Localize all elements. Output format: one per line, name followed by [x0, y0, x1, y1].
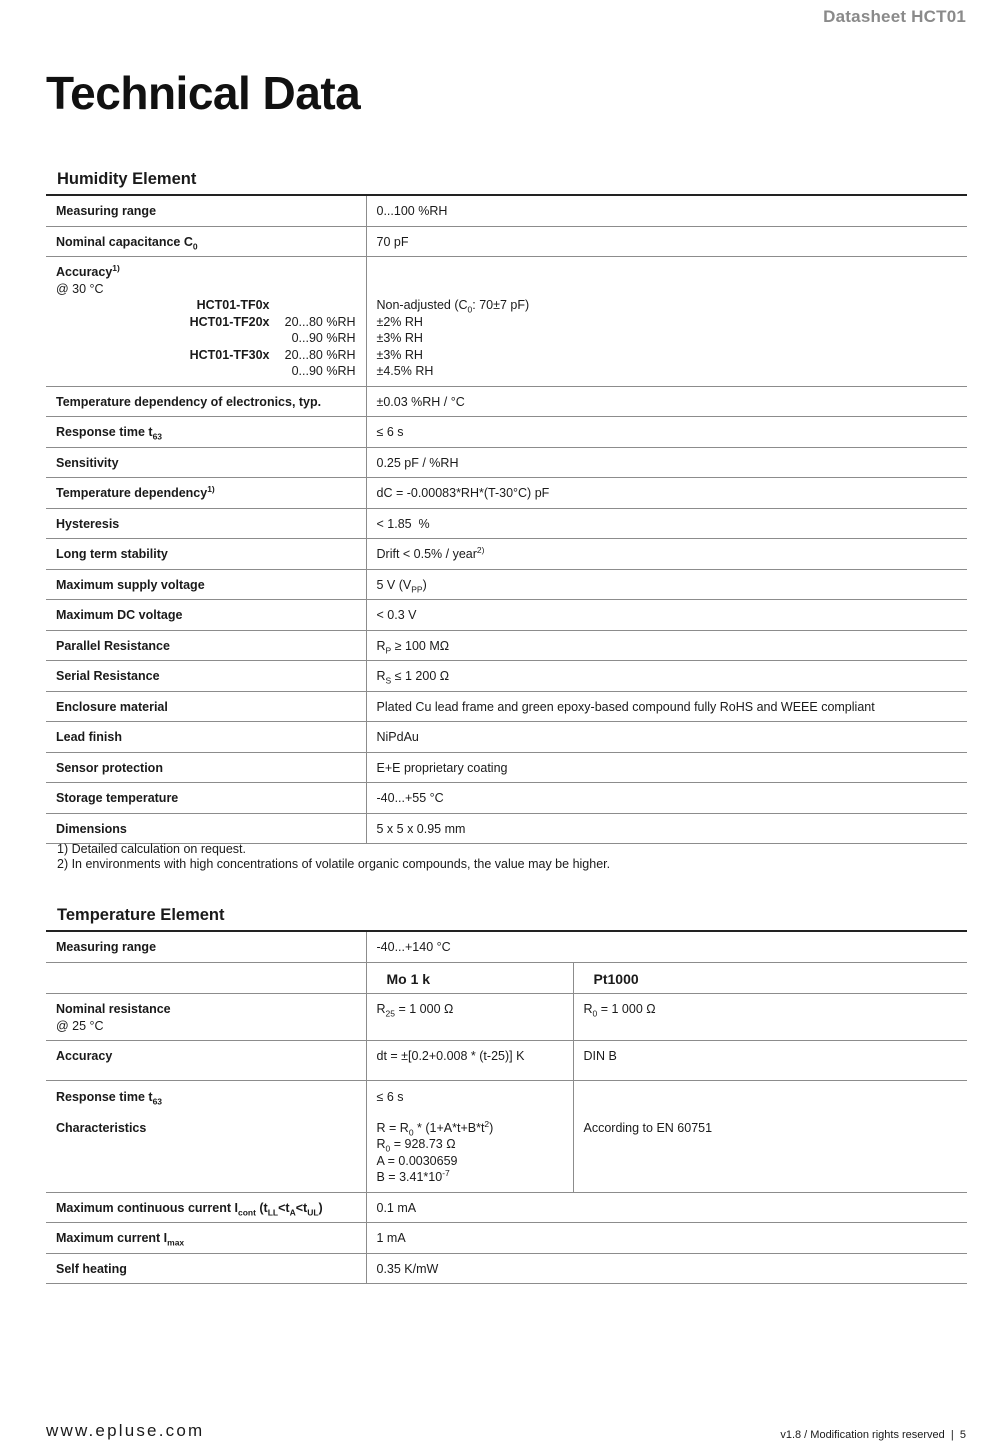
- row-label: Response time $t_{63}$: [46, 417, 366, 448]
- table-row: [46, 931, 967, 962]
- row-label: Sensitivity: [46, 447, 366, 478]
- row-value: ±0.03 %RH / °C: [366, 386, 967, 417]
- row-label: Maximum DC voltage: [46, 600, 366, 631]
- row-label: Temperature dependency of electronics, typ.: [46, 386, 366, 417]
- humidity-spec-table: [46, 194, 967, 844]
- row-value: < 1.85 %: [366, 508, 967, 539]
- accuracy-value: ±2% RH: [376, 314, 423, 329]
- footnote-2: 2) In environments with high concentrations of volatile organic compounds, the value may be higher.: [57, 856, 611, 871]
- datasheet-label: Datasheet HCT01: [823, 7, 966, 26]
- table-row: [46, 1192, 967, 1223]
- row-label: Nominal capacitance $C_0$: [46, 226, 366, 257]
- row-value: < 0.3 V: [366, 600, 967, 631]
- table-row: [46, 447, 967, 478]
- row-label: Dimensions: [46, 813, 366, 844]
- humidity-section-title: Humidity Element: [57, 170, 197, 188]
- table-row: [46, 226, 967, 257]
- accuracy-value: ±4.5% RH: [376, 364, 434, 378]
- row-value: NiPdAu: [366, 722, 967, 753]
- table-row: [46, 813, 967, 844]
- row-value: ≤ 6 s: [366, 417, 967, 448]
- row-value: Drift < 0.5% / year$^{2)}$: [366, 539, 967, 570]
- table-row: [46, 1081, 967, 1193]
- table-row: [46, 691, 967, 722]
- page-title: Technical Data: [46, 67, 361, 119]
- temperature-spec-table: [46, 930, 967, 1284]
- footnotes: [57, 842, 610, 871]
- row-label: Accuracy: [46, 1041, 366, 1081]
- table-row: [46, 195, 967, 226]
- accuracy-values-cell: [366, 257, 967, 387]
- accuracy-value: Non-adjusted ($C_0$: 70±7 pF): [376, 298, 530, 315]
- row-value: 70 pF: [366, 226, 967, 257]
- row-value: -40...+140 °C: [366, 931, 967, 962]
- row-value-mo: dt = ±[0.2+0.008 * (t-25)] K: [366, 1041, 573, 1081]
- row-value: $R_P \ge 100$ MΩ: [366, 630, 967, 661]
- version-page-info: v1.8 / Modification rights reserved | 5: [780, 1429, 966, 1441]
- row-label: Maximum current $I_{max}$: [46, 1223, 366, 1254]
- row-value-pt: DIN B: [573, 1041, 967, 1081]
- row-label: Sensor protection: [46, 752, 366, 783]
- row-label: Hysteresis: [46, 508, 366, 539]
- accuracy-model-row: HCT01-TF20x 20...80 %RH: [189, 314, 356, 329]
- row-label: Nominal resistance @ 25 °C: [46, 994, 366, 1041]
- table-row: [46, 508, 967, 539]
- row-label: Temperature dependency$^{1)}$: [46, 478, 366, 509]
- col-header-pt1000: Pt1000: [573, 962, 967, 994]
- table-row: [46, 994, 967, 1041]
- temperature-section-title: Temperature Element: [57, 906, 225, 924]
- row-value: 0.35 K/mW: [366, 1253, 967, 1284]
- row-value-mo: $R_{25} = 1$ 000 Ω: [366, 994, 573, 1041]
- table-row: [46, 1253, 967, 1284]
- accuracy-label-cell: Accuracy$^{1)}$ @ 30 °C HCT01-TF0x HCT01-TF20x 20...80 %RH 0...90 %RH HCT01-TF30x 20...80 %RH 0...90 %RH: [46, 257, 366, 387]
- accuracy-model-row: HCT01-TF0x: [196, 298, 270, 312]
- website-link[interactable]: www.epluse.com: [46, 1421, 205, 1440]
- accuracy-value: ±3% RH: [376, 331, 423, 345]
- accuracy-condition: @ 30 °C: [56, 281, 104, 296]
- table-row-accuracy: [46, 257, 967, 387]
- row-value-pt: $R_0 = 1$ 000 Ω: [573, 994, 967, 1041]
- row-label: Measuring range: [46, 931, 366, 962]
- accuracy-model-row: 0...90 %RH: [291, 331, 356, 345]
- row-label: Measuring range: [46, 195, 366, 226]
- characteristics-label: Characteristics: [56, 1120, 147, 1135]
- table-row: [46, 783, 967, 814]
- row-label: Maximum continuous current $I_{cont}$ $(t_{LL}<t_A<t_{UL})$: [46, 1192, 366, 1223]
- row-value: Plated Cu lead frame and green epoxy-based compound fully RoHS and WEEE compliant: [366, 691, 967, 722]
- row-label: Response time $t_{63}$ Characteristics: [46, 1081, 366, 1193]
- table-header-row: [46, 962, 967, 994]
- row-label: Serial Resistance: [46, 661, 366, 692]
- row-value-pt: According to EN 60751: [573, 1081, 967, 1193]
- row-value: 5 x 5 x 0.95 mm: [366, 813, 967, 844]
- row-label: Lead finish: [46, 722, 366, 753]
- table-row: [46, 722, 967, 753]
- row-label: Parallel Resistance: [46, 630, 366, 661]
- footnote-1: 1) Detailed calculation on request.: [57, 842, 247, 856]
- col-header-mo1k: Mo 1 k: [366, 962, 573, 994]
- row-value: 5 V $(V_{PP})$: [366, 569, 967, 600]
- row-label: Enclosure material: [46, 691, 366, 722]
- table-row: [46, 1041, 967, 1081]
- row-label: Maximum supply voltage: [46, 569, 366, 600]
- row-value: 1 mA: [366, 1223, 967, 1254]
- row-value-mo: ≤ 6 s $R = R_0 * (1+A*t+B*t^2)$ $R_0 = 928.73$ Ω A = 0.0030659 $B = 3.41*10^{-7}$: [366, 1081, 573, 1193]
- row-value: $R_S \le 1$ 200 Ω: [366, 661, 967, 692]
- table-row: [46, 1223, 967, 1254]
- table-row: [46, 630, 967, 661]
- row-value: 0...100 %RH: [366, 195, 967, 226]
- row-value: E+E proprietary coating: [366, 752, 967, 783]
- table-row: [46, 417, 967, 448]
- accuracy-model-row: HCT01-TF30x 20...80 %RH: [189, 347, 356, 362]
- row-label: Storage temperature: [46, 783, 366, 814]
- table-row: [46, 478, 967, 509]
- table-row: [46, 600, 967, 631]
- row-value: 0.1 mA: [366, 1192, 967, 1223]
- table-row: [46, 386, 967, 417]
- row-value: -40...+55 °C: [366, 783, 967, 814]
- row-value: 0.25 pF / %RH: [366, 447, 967, 478]
- accuracy-model-row: 0...90 %RH: [291, 364, 356, 378]
- row-value: dC = -0.00083*RH*(T-30°C) pF: [366, 478, 967, 509]
- row-label: Long term stability: [46, 539, 366, 570]
- table-row: [46, 539, 967, 570]
- table-row: [46, 569, 967, 600]
- table-row: [46, 661, 967, 692]
- accuracy-value: ±3% RH: [376, 347, 423, 362]
- table-row: [46, 752, 967, 783]
- row-label: Self heating: [46, 1253, 366, 1284]
